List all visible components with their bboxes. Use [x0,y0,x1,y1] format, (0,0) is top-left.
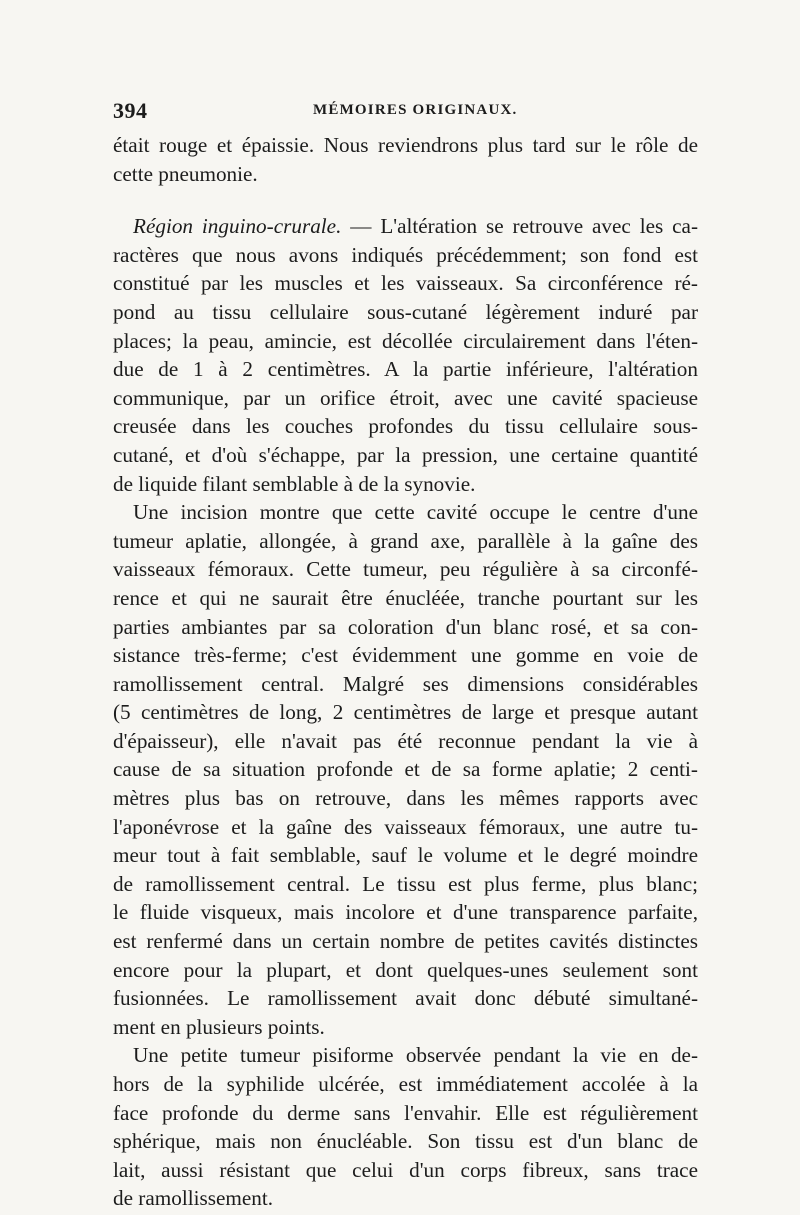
text-line: ment en plusieurs points. [113,1014,325,1039]
text-line: d'épaisseur), elle n'avait pas été reconnue pendant la vie à [113,728,698,753]
text-run: — L'altération se retrouve avec les ca- [341,214,698,239]
text-line: creusée dans les couches profondes du tissu cellulaire sous- [113,414,698,439]
text-line: cutané, et d'où s'échappe, par la pression, une certaine quantité [113,442,698,467]
text-line: places; la peau, amincie, est décollée circulairement dans l'éten- [113,328,698,353]
text-line: ractères que nous avons indiqués précédemment; son fond est [113,242,698,267]
page-number: 394 [113,98,148,123]
text-line: hors de la syphilide ulcérée, est immédiatement accolée à la [113,1072,698,1096]
paragraph [113,1041,698,1213]
running-header [113,98,698,124]
text-line: sistance très-ferme; c'est évidemment une gomme en voie de [113,643,698,668]
text-line: était rouge et épaissie. Nous reviendrons plus tard sur le rôle de [113,133,698,157]
text-line: le fluide visqueux, mais incolore et d'une transparence parfaite, [113,900,698,925]
text-line: cette pneumonie. [113,161,258,186]
text-line: sphérique, mais non énucléable. Son tissu est d'un blanc de [113,1129,698,1154]
text-line: de ramollissement central. Le tissu est plus ferme, plus blanc; [113,871,698,896]
text-line: constitué par les muscles et les vaisseaux. Sa circonférence ré- [113,271,698,296]
text-line [113,212,698,241]
text-line: lait, aussi résistant que celui d'un corps fibreux, sans trace [113,1157,698,1182]
text-line: face profonde du derme sans l'envahir. Elle est régulièrement [113,1100,698,1125]
text-line: communique, par un orifice étroit, avec une cavité spacieuse [113,385,698,410]
text-line: Une incision montre que cette cavité occupe le centre d'une [133,500,698,525]
paragraph [113,131,698,188]
text-line: de liquide filant semblable à de la synovie. [113,471,476,496]
text-line: pond au tissu cellulaire sous-cutané légèrement induré par [113,299,698,324]
text-line: ramollissement central. Malgré ses dimensions considérables [113,671,698,696]
text-line: rence et qui ne saurait être énucléée, tranche pourtant sur les [113,585,698,610]
text-line: encore pour la plupart, et dont quelques-unes seulement sont [113,957,698,982]
text-line: fusionnées. Le ramollissement avait donc débuté simultané- [113,986,698,1011]
text-line: vaisseaux fémoraux. Cette tumeur, peu régulière à sa circonfé- [113,557,698,582]
text-line: de ramollissement. [113,1186,274,1211]
text-line: parties ambiantes par sa coloration d'un blanc rosé, et sa con- [113,614,698,639]
text-line: Une petite tumeur pisiforme observée pendant la vie en de- [133,1043,698,1068]
body-text [113,131,698,1213]
text-line: cause de sa situation profonde et de sa forme aplatie; 2 centi- [113,757,698,782]
text-line: due de 1 à 2 centimètres. A la partie inférieure, l'altération [113,357,698,382]
section-heading: Région inguino-crurale. [133,214,342,239]
paragraph [113,212,698,498]
text-line: mètres plus bas on retrouve, dans les mêmes rapports avec [113,786,698,811]
text-line: est renfermé dans un certain nombre de petites cavités distinctes [113,929,698,954]
text-line: tumeur aplatie, allongée, à grand axe, parallèle à la gaîne des [113,528,698,553]
text-line: meur tout à fait semblable, sauf le volume et le degré moindre [113,843,698,868]
paragraph [113,498,698,1041]
text-line: l'aponévrose et la gaîne des vaisseaux fémoraux, une autre tu- [113,814,698,839]
running-title: MÉMOIRES ORIGINAUX. [313,102,518,118]
text-line: (5 centimètres de long, 2 centimètres de large et presque autant [113,700,698,725]
